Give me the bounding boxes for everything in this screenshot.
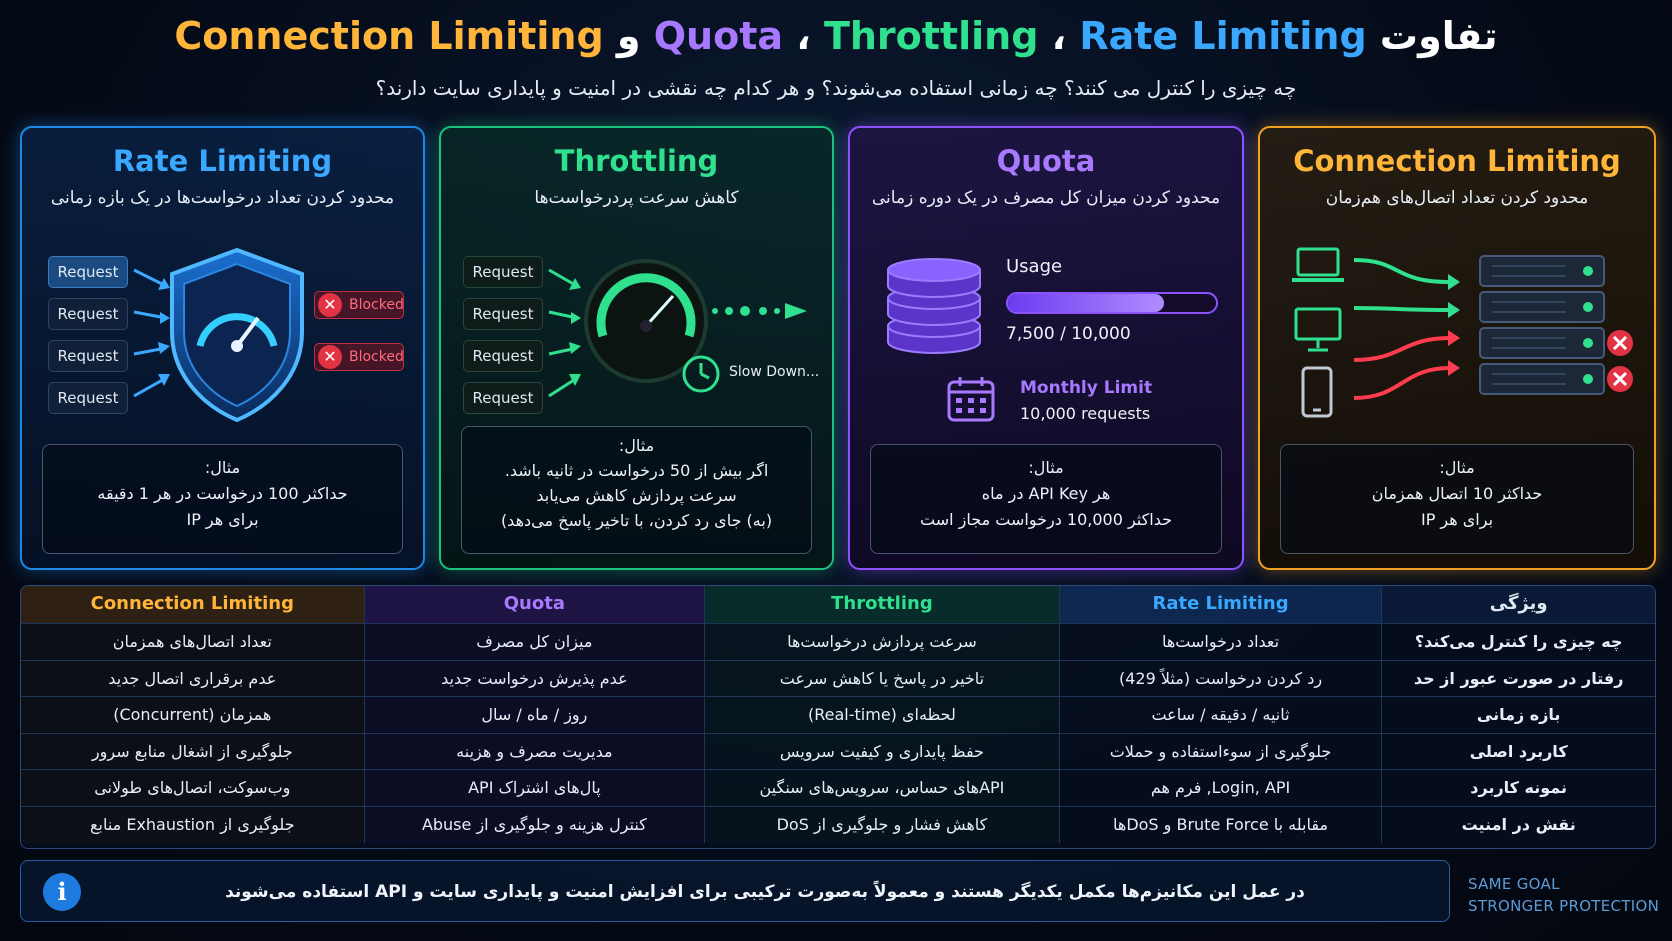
- example-label: مثال:: [204, 458, 241, 477]
- slow-flow-arrow: [711, 298, 811, 324]
- example-box: [1280, 444, 1634, 554]
- example-box: [42, 444, 403, 554]
- table-cell: چه چیزی را کنترل می‌کند؟: [1381, 624, 1655, 660]
- comparison-table: [20, 585, 1656, 849]
- blocked-label: Blocked: [349, 297, 404, 313]
- info-text: در عمل این مکانیزم‌ها مکمل یکدیگر هستند و معمولاً به‌صورت ترکیبی برای افزایش امنیت و پایداری سایت و API استفاده می‌شوند: [225, 882, 1305, 902]
- limit-value: 10,000 requests: [1020, 404, 1151, 423]
- request-chip: Request: [48, 256, 128, 288]
- table-cell: وب‌سوکت، اتصال‌های طولانی: [21, 770, 364, 806]
- table-cell: تاخیر در پاسخ یا کاهش سرعت: [704, 661, 1059, 697]
- card-description: محدود کردن تعداد اتصال‌های هم‌زمان: [1325, 188, 1589, 208]
- table-cell: تعداد اتصال‌های همزمان: [21, 624, 364, 660]
- table-header-cell: ویژگی: [1381, 586, 1655, 623]
- table-cell: کاهش فشار و جلوگیری از DoS: [704, 807, 1059, 844]
- title-quota: Quota: [653, 14, 784, 58]
- clock-icon: [681, 354, 721, 394]
- table-row: [21, 770, 1655, 807]
- table-cell: بازه زمانی: [1381, 697, 1655, 733]
- table-row: [21, 661, 1655, 698]
- card-title: Quota: [996, 144, 1096, 178]
- request-chip: Request: [48, 340, 128, 372]
- table-cell: عدم پذیرش درخواست جدید: [364, 661, 705, 697]
- example-line: سرعت پردازش کاهش می‌یابد: [536, 486, 737, 505]
- title-rate: Rate Limiting: [1079, 14, 1367, 58]
- title-sep-2: ،: [796, 14, 811, 58]
- table-cell: میزان کل مصرف: [364, 624, 705, 660]
- table-cell: جلوگیری از Exhaustion منابع: [21, 807, 364, 844]
- request-chip: Request: [463, 256, 543, 288]
- table-cell: ثانیه / دقیقه / ساعت: [1059, 697, 1382, 733]
- table-cell: رفتار در صورت عبور از حد: [1381, 661, 1655, 697]
- table-cell: حفظ پایداری و کیفیت سرویس: [704, 734, 1059, 770]
- request-chip: Request: [48, 382, 128, 414]
- usage-label: Usage: [1006, 256, 1063, 277]
- tagline-line-2: STRONGER PROTECTION: [1468, 897, 1660, 915]
- example-box: [870, 444, 1222, 554]
- title-throttling: Throttling: [823, 14, 1039, 58]
- example-line: برای هر IP: [1420, 510, 1494, 529]
- table-cell: لحظه‌ای (Real-time): [704, 697, 1059, 733]
- table-cell: مدیریت مصرف و هزینه: [364, 734, 705, 770]
- laptop-icon: [1290, 246, 1346, 286]
- blocked-label: Blocked: [349, 349, 404, 365]
- table-header-cell: Throttling: [704, 586, 1059, 623]
- connection-arrows: [1352, 248, 1462, 418]
- table-cell: جلوگیری از اشغال منابع سرور: [21, 734, 364, 770]
- card-connection-limiting: [1258, 126, 1656, 570]
- usage-value: 7,500 / 10,000: [1006, 324, 1131, 344]
- table-cell: همزمان (Concurrent): [21, 697, 364, 733]
- table-cell: پال‌های اشتراک API: [364, 770, 705, 806]
- usage-progress-fill: [1008, 294, 1164, 312]
- blocked-badge: [314, 343, 404, 371]
- request-chip: Request: [463, 382, 543, 414]
- request-chip: Request: [48, 298, 128, 330]
- example-line: حداکثر 10,000 درخواست مجاز است: [920, 510, 1172, 529]
- table-row: [21, 624, 1655, 661]
- slow-down-label: Slow Down...: [729, 364, 820, 380]
- blocked-badge: [314, 291, 404, 319]
- table-cell: سرعت پردازش درخواست‌ها: [704, 624, 1059, 660]
- card-title: Throttling: [554, 144, 719, 178]
- usage-progress-bar: [1006, 292, 1218, 314]
- table-header-cell: Quota: [364, 586, 705, 623]
- card-title: Rate Limiting: [112, 144, 333, 178]
- card-title: Connection Limiting: [1293, 144, 1621, 178]
- server-rack-icon: [1476, 252, 1636, 412]
- table-cell: Login, API, فرم هم: [1059, 770, 1382, 806]
- example-line: حداکثر 100 درخواست در هر 1 دقیقه: [97, 484, 348, 503]
- info-icon: i: [43, 873, 81, 911]
- card-quota: [848, 126, 1244, 570]
- tagline-line-1: SAME GOAL: [1468, 875, 1560, 893]
- request-chip: Request: [463, 340, 543, 372]
- example-line: اگر بیش از 50 درخواست در ثانیه باشد.: [504, 461, 769, 480]
- table-cell: نقش در امنیت: [1381, 807, 1655, 844]
- table-cell: عدم برقراری اتصال جدید: [21, 661, 364, 697]
- table-cell: مقابله با Brute Force و DoSها: [1059, 807, 1382, 844]
- card-description: محدود کردن میزان کل مصرف در یک دوره زمانی: [871, 188, 1221, 208]
- card-rate-limiting: [20, 126, 425, 570]
- monitor-icon: [1292, 306, 1344, 354]
- table-row: [21, 807, 1655, 844]
- card-throttling: [439, 126, 834, 570]
- example-line: هر API Key در ماه: [981, 484, 1111, 503]
- limit-title: Monthly Limit: [1020, 378, 1153, 398]
- shield-speedometer-icon: [162, 246, 312, 424]
- title-sep-1: ،: [1051, 14, 1067, 58]
- table-row: [21, 734, 1655, 771]
- table-cell: کاربرد اصلی: [1381, 734, 1655, 770]
- example-box: [461, 426, 812, 554]
- title-connection: Connection Limiting: [174, 14, 604, 58]
- page-title: [0, 14, 1672, 58]
- card-description: کاهش سرعت پردرخواست‌ها: [534, 188, 739, 208]
- table-cell: نمونه کاربرد: [1381, 770, 1655, 806]
- tagline: [1468, 873, 1659, 917]
- example-label: مثال:: [1028, 458, 1064, 477]
- example-label: مثال:: [618, 436, 655, 455]
- card-description: محدود کردن تعداد درخواست‌ها در یک بازه زمانی: [50, 188, 395, 208]
- example-line: (به) جای رد کردن، با تاخیر پاسخ می‌دهد): [500, 511, 773, 530]
- info-banner: [20, 860, 1450, 922]
- title-prefix: تفاوت: [1379, 14, 1498, 58]
- x-icon: ✕: [318, 293, 342, 317]
- database-icon: [884, 246, 984, 356]
- table-cell: جلوگیری از سوءاستفاده و حملات: [1059, 734, 1382, 770]
- title-and: و: [616, 14, 641, 58]
- table-cell: روز / ماه / سال: [364, 697, 705, 733]
- table-cell: رد کردن درخواست (مثلاً 429): [1059, 661, 1382, 697]
- table-body: [21, 624, 1655, 843]
- table-cell: تعداد درخواست‌ها: [1059, 624, 1382, 660]
- example-line: برای هر IP: [186, 510, 259, 529]
- table-row: [21, 697, 1655, 734]
- calendar-icon: [946, 374, 996, 424]
- example-line: حداکثر 10 اتصال همزمان: [1371, 484, 1543, 503]
- table-header-row: [21, 586, 1655, 624]
- page-subtitle: چه چیزی را کنترل می کنند؟ چه زمانی استفاده می‌شوند؟ و هر کدام چه نقشی در امنیت و پایداری سایت دارند؟: [375, 76, 1297, 100]
- phone-icon: [1300, 366, 1334, 418]
- example-label: مثال:: [1439, 458, 1475, 477]
- x-icon: ✕: [318, 345, 342, 369]
- table-cell: APIهای حساس، سرویس‌های سنگین: [704, 770, 1059, 806]
- table-cell: کنترل هزینه و جلوگیری از Abuse: [364, 807, 705, 844]
- table-header-cell: Rate Limiting: [1059, 586, 1382, 623]
- table-header-cell: Connection Limiting: [21, 586, 364, 623]
- request-chip: Request: [463, 298, 543, 330]
